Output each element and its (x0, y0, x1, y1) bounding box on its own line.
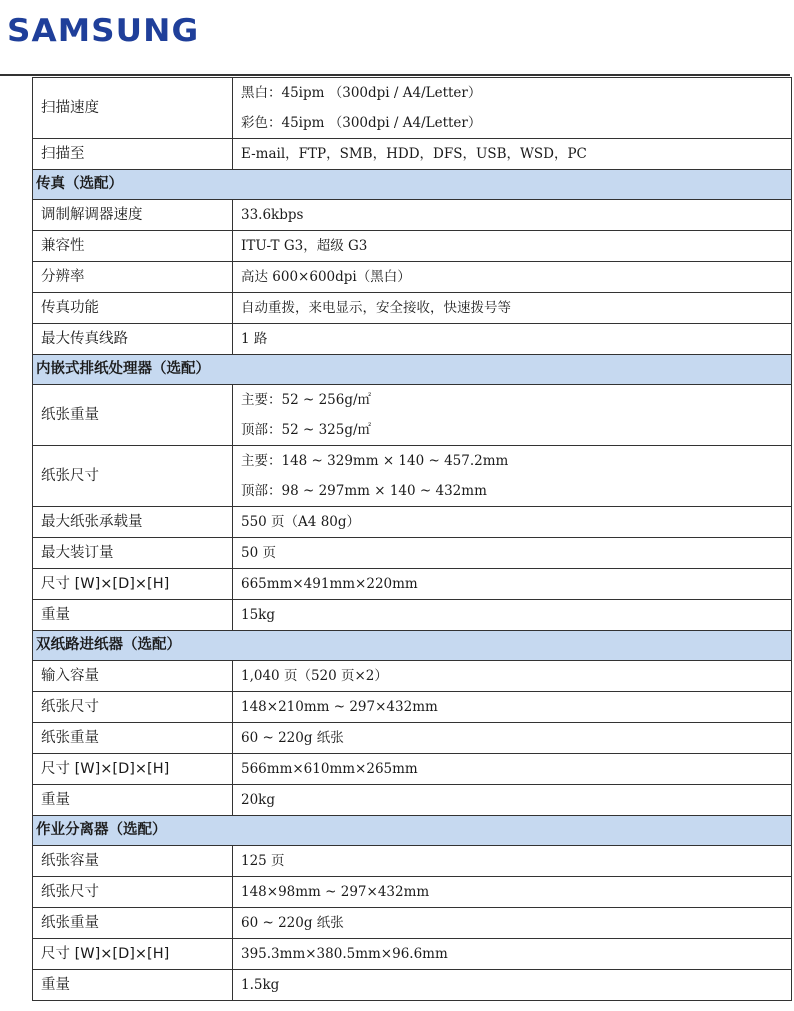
spec-label: 尺寸 [W]×[D]×[H] (33, 939, 233, 970)
spec-value (233, 385, 792, 446)
spec-label: 最大传真线路 (33, 324, 233, 355)
spec-label: 重量 (33, 785, 233, 816)
spec-row (33, 723, 792, 754)
spec-row (33, 200, 792, 231)
spec-value (233, 846, 792, 877)
spec-value-line: 550 页（A4 80g） (241, 514, 361, 530)
spec-row (33, 262, 792, 293)
spec-value-line: E-mail，FTP，SMB，HDD，DFS，USB，WSD，PC (241, 146, 587, 162)
spec-label: 尺寸 [W]×[D]×[H] (33, 569, 233, 600)
section-header (33, 170, 792, 200)
spec-label: 尺寸 [W]×[D]×[H] (33, 754, 233, 785)
spec-label: 纸张重量 (33, 908, 233, 939)
spec-value (233, 293, 792, 324)
spec-label: 调制解调器速度 (33, 200, 233, 231)
spec-row (33, 446, 792, 507)
spec-value (233, 507, 792, 538)
spec-row (33, 970, 792, 1001)
spec-value-line: 665mm×491mm×220mm (241, 576, 418, 592)
spec-value-line: 60 ~ 220g 纸张 (241, 730, 344, 746)
spec-value (233, 139, 792, 170)
spec-row (33, 877, 792, 908)
spec-value-line: 主要：52 ~ 256g/㎡ (241, 392, 372, 408)
spec-value (233, 262, 792, 293)
spec-value-line: 148×98mm ~ 297×432mm (241, 884, 430, 900)
spec-value (233, 877, 792, 908)
spec-value (233, 538, 792, 569)
spec-value-line: ITU-T G3，超级 G3 (241, 238, 368, 254)
spec-label: 最大纸张承载量 (33, 507, 233, 538)
spec-value-line: 1,040 页（520 页×2） (241, 668, 388, 684)
section-title: 作业分离器（选配） (33, 816, 792, 846)
spec-value-line: 33.6kbps (241, 207, 304, 223)
spec-value-line: 20kg (241, 792, 276, 808)
spec-row (33, 939, 792, 970)
spec-value-line: 566mm×610mm×265mm (241, 761, 418, 777)
spec-label: 分辨率 (33, 262, 233, 293)
spec-value-line: 50 页 (241, 545, 276, 561)
section-title: 内嵌式排纸处理器（选配） (33, 355, 792, 385)
spec-value (233, 446, 792, 507)
spec-row (33, 569, 792, 600)
spec-value-line: 125 页 (241, 853, 285, 869)
spec-value (233, 754, 792, 785)
spec-value-line: 395.3mm×380.5mm×96.6mm (241, 946, 448, 962)
spec-row (33, 661, 792, 692)
spec-value-line: 60 ~ 220g 纸张 (241, 915, 344, 931)
spec-label: 重量 (33, 600, 233, 631)
spec-value-line: 自动重拨，来电显示，安全接收，快速拨号等 (241, 300, 511, 316)
spec-row (33, 231, 792, 262)
spec-value (233, 200, 792, 231)
spec-row (33, 293, 792, 324)
spec-row (33, 139, 792, 170)
spec-value-line: 15kg (241, 607, 276, 623)
spec-row (33, 785, 792, 816)
spec-row (33, 692, 792, 723)
section-header (33, 355, 792, 385)
spec-label: 最大装订量 (33, 538, 233, 569)
spec-label: 纸张尺寸 (33, 446, 233, 507)
spec-label: 纸张重量 (33, 723, 233, 754)
spec-value-line: 主要：148 ~ 329mm × 140 ~ 457.2mm (241, 453, 509, 469)
spec-value (233, 939, 792, 970)
spec-label: 重量 (33, 970, 233, 1001)
spec-value (233, 692, 792, 723)
spec-value-line: 彩色：45ipm （300dpi / A4/Letter） (241, 115, 482, 131)
spec-label: 传真功能 (33, 293, 233, 324)
spec-value-line: 1.5kg (241, 977, 280, 993)
section-title: 双纸路进纸器（选配） (33, 631, 792, 661)
spec-value (233, 324, 792, 355)
spec-value-line: 1 路 (241, 331, 268, 347)
section-header (33, 816, 792, 846)
spec-value-line: 148×210mm ~ 297×432mm (241, 699, 438, 715)
spec-value (233, 569, 792, 600)
spec-value (233, 231, 792, 262)
spec-label: 扫描至 (33, 139, 233, 170)
spec-label: 兼容性 (33, 231, 233, 262)
spec-row (33, 600, 792, 631)
spec-label: 扫描速度 (33, 78, 233, 139)
spec-row (33, 754, 792, 785)
spec-value (233, 78, 792, 139)
spec-row (33, 324, 792, 355)
spec-label: 纸张尺寸 (33, 877, 233, 908)
spec-value-line: 高达 600×600dpi（黑白） (241, 269, 411, 285)
spec-value (233, 908, 792, 939)
spec-row (33, 507, 792, 538)
spec-row (33, 908, 792, 939)
section-title: 传真（选配） (33, 170, 792, 200)
samsung-logo: SAMSUNG (7, 13, 200, 49)
section-header (33, 631, 792, 661)
spec-value-line: 黑白：45ipm （300dpi / A4/Letter） (241, 85, 482, 101)
spec-label: 纸张容量 (33, 846, 233, 877)
spec-table-body (33, 78, 792, 1001)
spec-label: 纸张重量 (33, 385, 233, 446)
spec-value (233, 785, 792, 816)
spec-row (33, 385, 792, 446)
header-divider (0, 74, 790, 76)
spec-label: 纸张尺寸 (33, 692, 233, 723)
spec-table (32, 77, 792, 1001)
spec-row (33, 846, 792, 877)
spec-value (233, 661, 792, 692)
spec-value-line: 顶部：98 ~ 297mm × 140 ~ 432mm (241, 483, 487, 499)
spec-value-line: 顶部：52 ~ 325g/㎡ (241, 422, 372, 438)
spec-value (233, 970, 792, 1001)
spec-row (33, 78, 792, 139)
spec-value (233, 600, 792, 631)
spec-value (233, 723, 792, 754)
spec-row (33, 538, 792, 569)
spec-label: 输入容量 (33, 661, 233, 692)
